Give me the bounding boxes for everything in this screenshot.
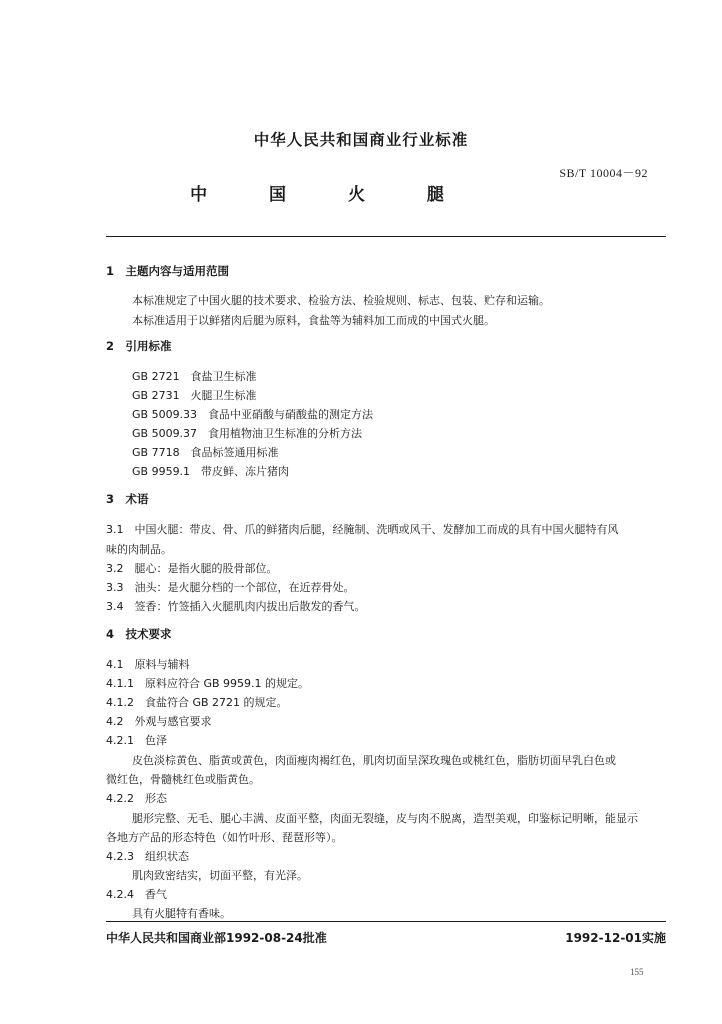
effective-date: 1992-12-01实施 bbox=[565, 931, 666, 945]
reference-item: GB 2721 食盐卫生标准 bbox=[132, 370, 257, 383]
clause-4-2-3-text: 肌肉致密结实，切面平整，有光泽。 bbox=[132, 869, 308, 882]
reference-item: GB 9959.1 带皮鲜、冻片猪肉 bbox=[132, 465, 290, 478]
clause-4-1-2: 4.1.2 食盐符合 GB 2721 的规定。 bbox=[106, 696, 288, 709]
clause-4-2-1-line-2: 微红色，骨髓桃红色或脂黄色。 bbox=[106, 773, 260, 786]
clause-4-2-4-text: 具有火腿特有香味。 bbox=[132, 907, 231, 920]
standard-header-title: 中华人民共和国商业行业标准 bbox=[253, 131, 469, 149]
clause-4-1: 4.1 原料与辅料 bbox=[106, 658, 190, 671]
top-divider bbox=[106, 236, 666, 237]
clause-4-2-4: 4.2.4 香气 bbox=[106, 888, 167, 901]
document-title: 中 国 火 腿 bbox=[190, 185, 462, 205]
standard-code: SB/T 10004－92 bbox=[559, 166, 648, 180]
clause-4-2-2: 4.2.2 形态 bbox=[106, 792, 167, 805]
approval-statement: 中华人民共和国商业部1992-08-24批准 bbox=[106, 931, 327, 945]
term-3-3: 3.3 油头：是火腿分档的一个部位，在近荐骨处。 bbox=[106, 581, 355, 594]
clause-4-2-3: 4.2.3 组织状态 bbox=[106, 850, 189, 863]
clause-4-2-2-line-1: 腿形完整、无毛、腿心丰满、皮面平整，肉面无裂缝，皮与肉不脱离，造型美观，印鉴标记明晰，能显示 bbox=[132, 812, 638, 825]
term-3-2: 3.2 腿心：是指火腿的股骨部位。 bbox=[106, 562, 278, 575]
bottom-divider bbox=[106, 921, 666, 922]
section-1-paragraph-1: 本标准规定了中国火腿的技术要求、检验方法、检验规则、标志、包装、贮存和运输。 bbox=[132, 294, 550, 307]
term-3-1-line-1: 3.1 中国火腿：带皮、骨、爪的鲜猪肉后腿，经腌制、洗晒或风干、发酵加工而成的具有中国火腿特有风 bbox=[106, 523, 619, 536]
section-1-paragraph-2: 本标准适用于以鲜猪肉后腿为原料，食盐等为辅料加工而成的中国式火腿。 bbox=[132, 314, 495, 327]
clause-4-2: 4.2 外观与感官要求 bbox=[106, 715, 212, 728]
section-2-heading: 2 引用标准 bbox=[106, 339, 172, 353]
clause-4-2-1: 4.2.1 色泽 bbox=[106, 734, 167, 747]
clause-4-1-1: 4.1.1 原料应符合 GB 9959.1 的规定。 bbox=[106, 677, 310, 690]
section-4-heading: 4 技术要求 bbox=[106, 627, 172, 641]
page-number: 155 bbox=[630, 967, 644, 977]
clause-4-2-2-line-2: 各地方产品的形态特色（如竹叶形、琵琶形等）。 bbox=[106, 831, 343, 844]
reference-item: GB 2731 火腿卫生标准 bbox=[132, 389, 257, 402]
reference-item: GB 5009.37 食用植物油卫生标准的分析方法 bbox=[132, 427, 363, 440]
clause-4-2-1-line-1: 皮色淡棕黄色、脂黄或黄色，肉面瘦肉褐红色，肌肉切面呈深玫瑰色或桃红色，脂肪切面早乳白色或 bbox=[132, 754, 616, 767]
reference-item: GB 5009.33 食品中亚硝酸与硝酸盐的测定方法 bbox=[132, 408, 374, 421]
term-3-4: 3.4 签香：竹签插入火腿肌肉内拔出后散发的香气。 bbox=[106, 600, 366, 613]
section-1-heading: 1 主题内容与适用范围 bbox=[106, 264, 230, 278]
section-3-heading: 3 术语 bbox=[106, 492, 149, 506]
reference-item: GB 7718 食品标签通用标准 bbox=[132, 446, 279, 459]
term-3-1-line-2: 味的肉制品。 bbox=[106, 543, 172, 556]
